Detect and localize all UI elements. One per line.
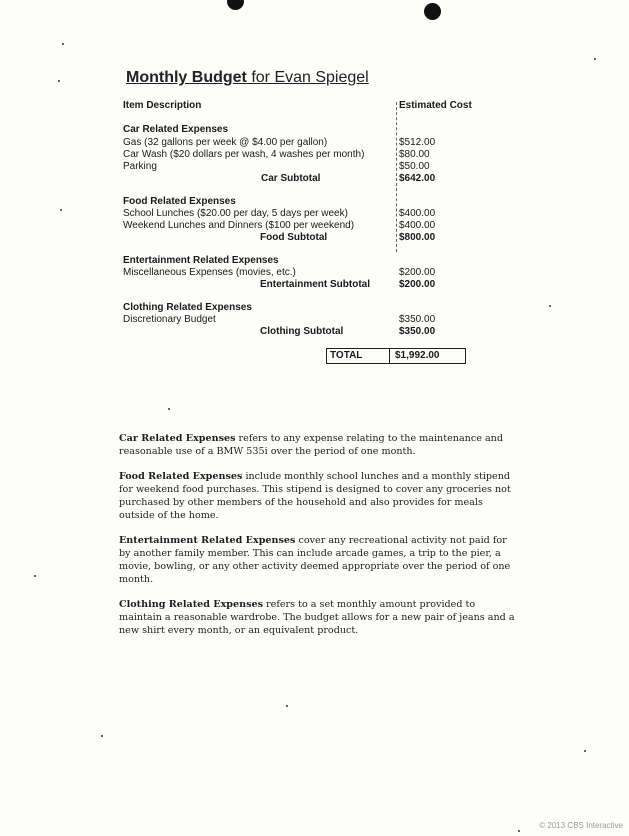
header-cost: Estimated Cost <box>399 100 472 111</box>
category-food: Food Related Expenses <box>123 196 236 207</box>
table-row: School Lunches ($20.00 per day, 5 days per week) $400.00 <box>123 208 436 219</box>
scan-speck <box>549 305 551 307</box>
subtotal-row-clothing: Clothing Subtotal $350.00 <box>260 326 436 337</box>
title-bold: Monthly Budget <box>126 69 247 86</box>
table-row: Discretionary Budget $350.00 <box>123 314 436 325</box>
table-row: Car Wash ($20 dollars per wash, 4 washes per month) $80.00 <box>123 149 430 160</box>
scan-speck <box>101 735 103 737</box>
copyright-footer: © 2013 CBS Interactive <box>539 821 623 830</box>
scan-speck <box>518 830 520 832</box>
note-entertainment: Entertainment Related Expenses cover any recreational activity not paid for by another family member. This can include arcade games, a trip to the pier, a movie, bowling, or any other activity deemed appropriate over the period of one month. <box>119 535 511 585</box>
total-label: TOTAL <box>330 350 363 361</box>
table-row: Gas (32 gallons per week @ $4.00 per gallon) $512.00 <box>123 137 436 148</box>
category-entertainment: Entertainment Related Expenses <box>123 255 279 266</box>
category-car: Car Related Expenses <box>123 124 229 135</box>
header-description: Item Description <box>123 100 202 111</box>
table-row: Parking $50.00 <box>123 161 430 172</box>
category-clothing: Clothing Related Expenses <box>123 302 252 313</box>
expense-notes <box>119 432 519 649</box>
scan-speck <box>58 80 60 82</box>
subtotal-row-car: Car Subtotal $642.00 <box>261 173 436 184</box>
note-food: Food Related Expenses include monthly school lunches and a monthly stipend for weekend food purchases. This stipend is designed to cover any groceries not purchased by other members of the household and also provides for meals outside of the home. <box>119 471 511 521</box>
scan-speck <box>168 408 170 410</box>
table-header <box>123 100 543 112</box>
note-clothing: Clothing Related Expenses refers to a set monthly amount provided to maintain a reasonable wardrobe. The budget allows for a new pair of jeans and a new shirt every month, or an equivalent product. <box>119 599 515 636</box>
table-row: Miscellaneous Expenses (movies, etc.) $200.00 <box>123 267 436 278</box>
scan-speck <box>286 705 288 707</box>
subtotal-row-food: Food Subtotal $800.00 <box>260 232 436 243</box>
total-box <box>326 348 466 364</box>
total-divider <box>389 349 390 363</box>
total-value: $1,992.00 <box>395 350 440 361</box>
title-rest: for Evan Spiegel <box>246 69 369 86</box>
table-row: Weekend Lunches and Dinners ($100 per weekend) $400.00 <box>123 220 436 231</box>
scan-speck <box>584 750 586 752</box>
scan-speck <box>62 43 64 45</box>
subtotal-row-entertainment: Entertainment Subtotal $200.00 <box>260 279 436 290</box>
binder-hole-left <box>227 0 244 10</box>
binder-hole-right <box>424 3 441 20</box>
note-car: Car Related Expenses refers to any expense relating to the maintenance and reasonable use of a BMW 535i over the period of one month. <box>119 433 503 457</box>
scan-speck <box>594 58 596 60</box>
budget-title <box>126 69 369 87</box>
scan-speck <box>60 209 62 211</box>
scan-speck <box>34 575 36 577</box>
